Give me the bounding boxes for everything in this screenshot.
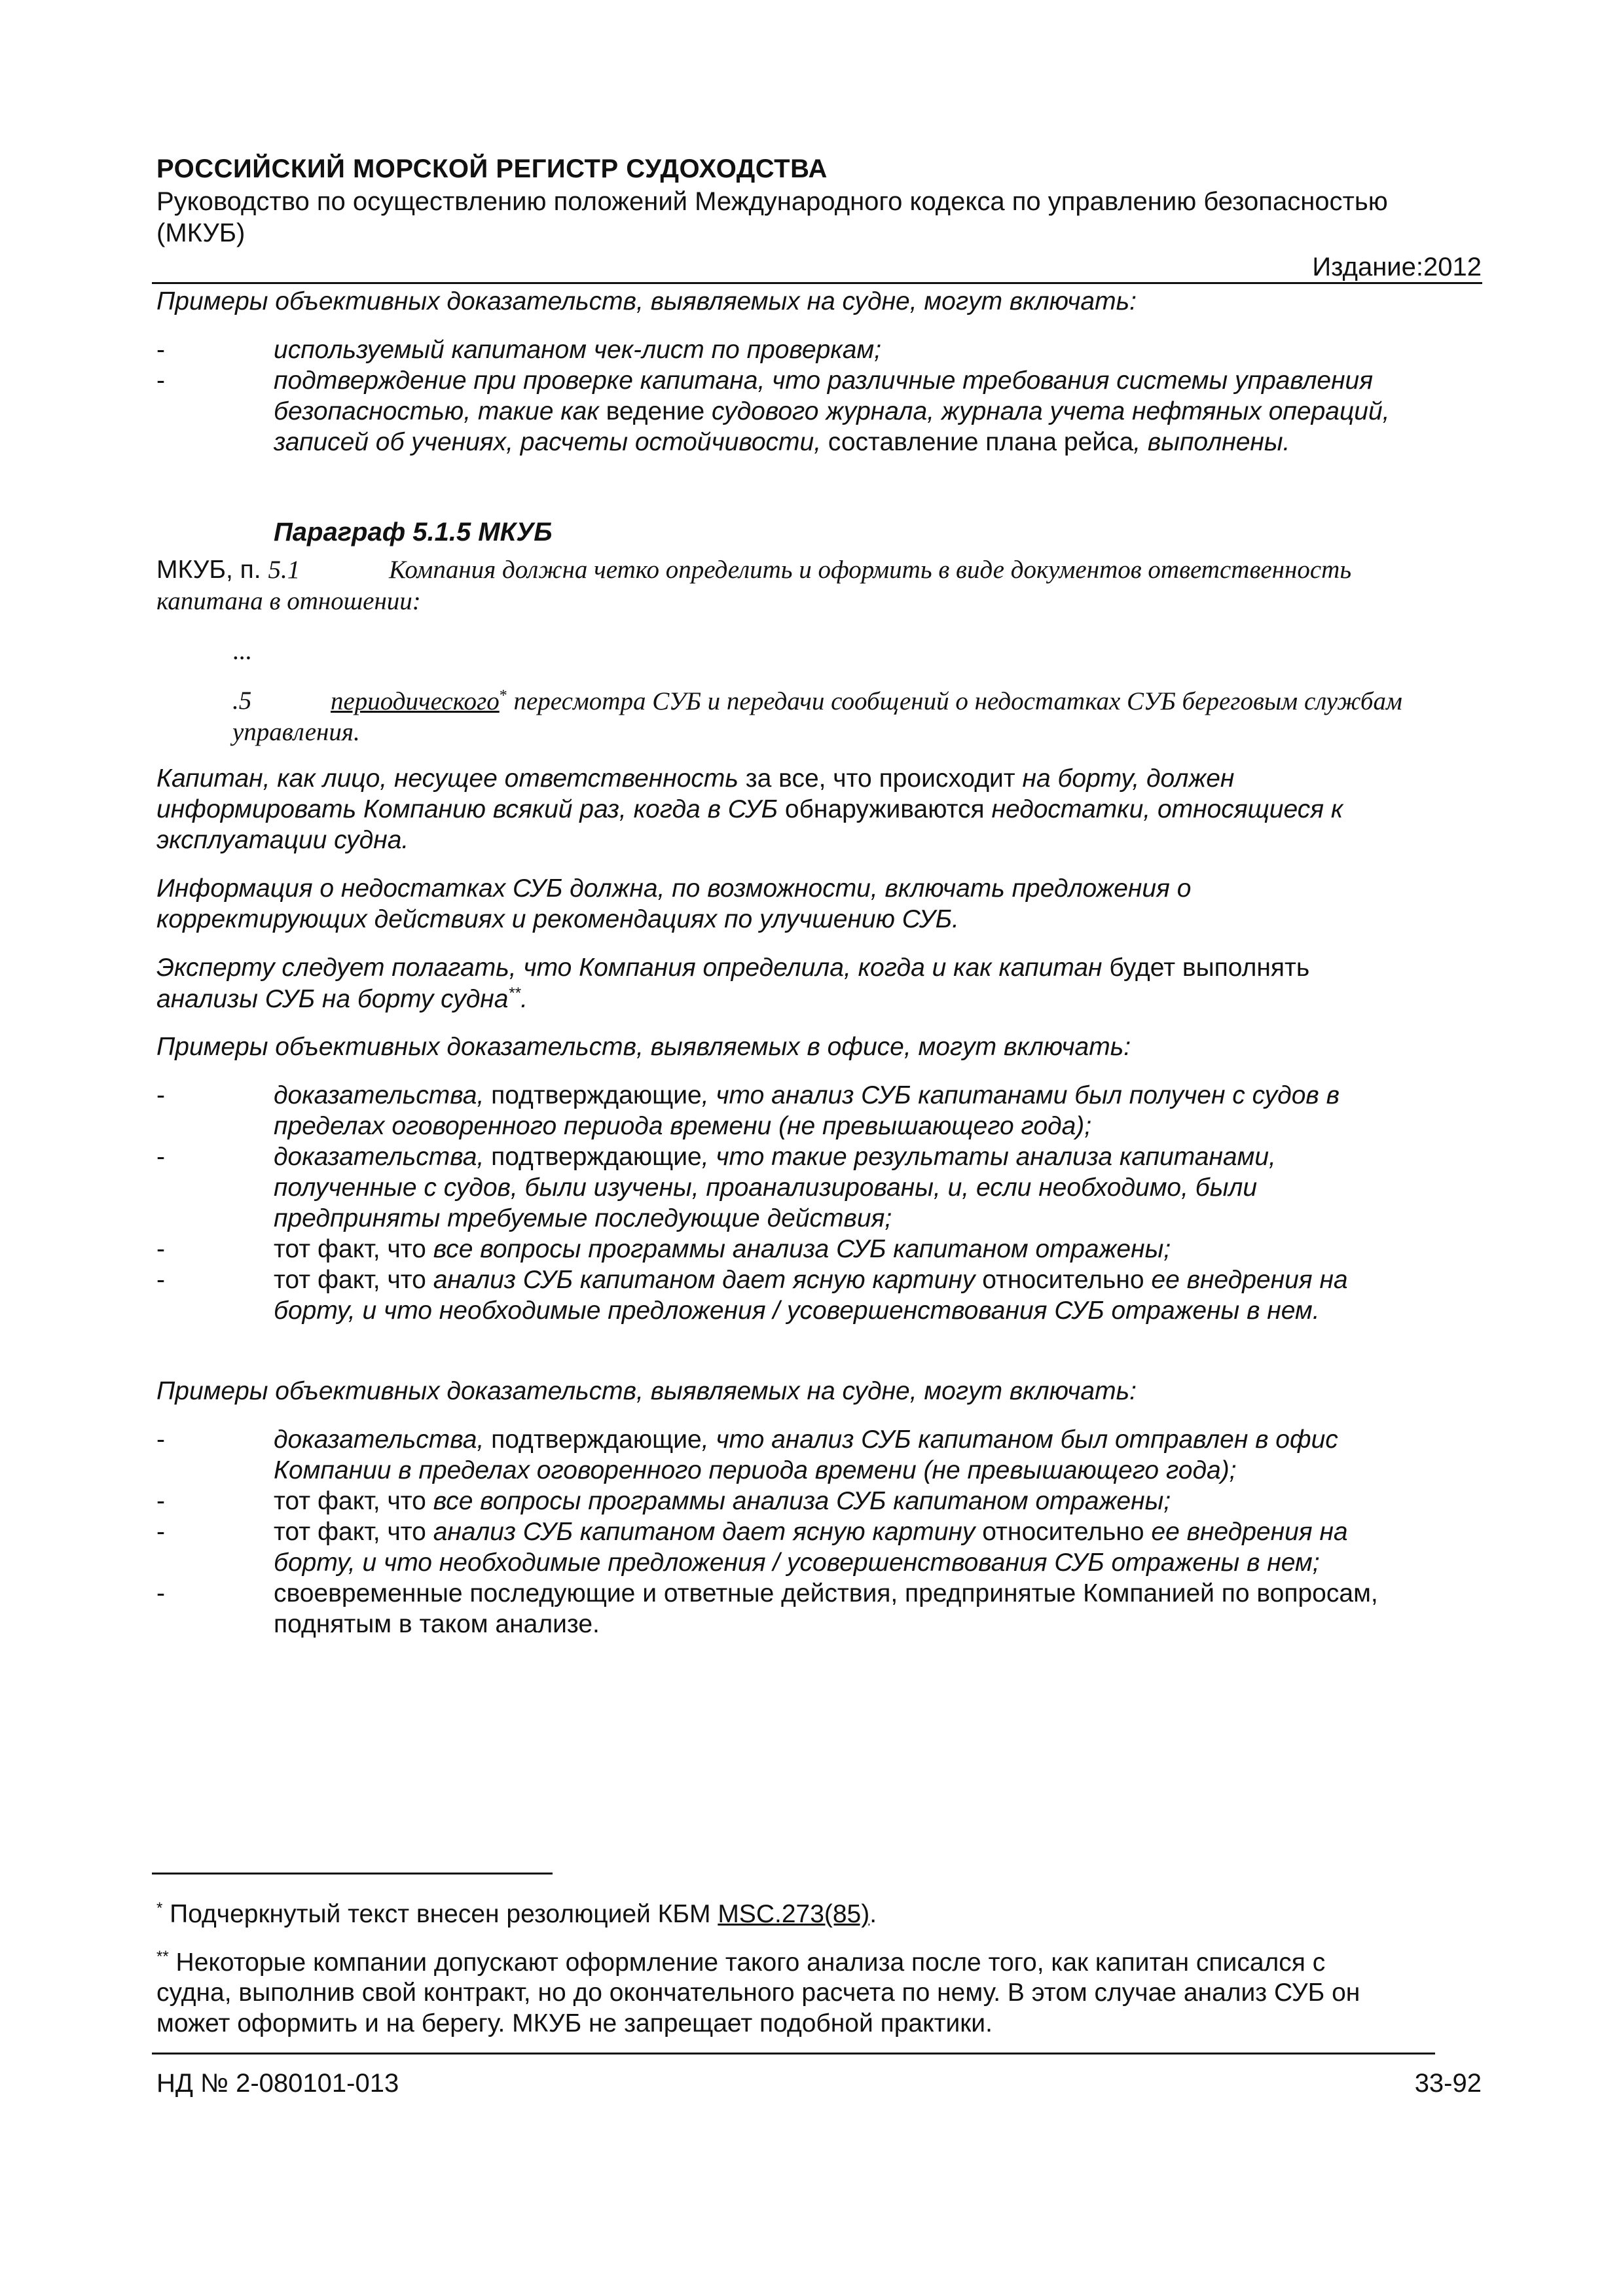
- body-p1-line3: эксплуатации судна.: [156, 826, 409, 854]
- footnote-divider: [152, 1873, 553, 1874]
- section1-item1: используемый капитаном чек-лист по проверкам;: [274, 336, 881, 364]
- text-run: , что анализ СУБ капитаном был отправлен в офис: [701, 1426, 1338, 1454]
- section3-item1-line1: [274, 1427, 1338, 1452]
- reference-number: 5.1: [268, 556, 301, 584]
- footnote-mark: **: [156, 1948, 169, 1965]
- reference-label: МКУБ, п.: [156, 556, 268, 584]
- text-run: записей об учениях, расчеты остойчивости,: [274, 428, 828, 456]
- text-run: ее внедрения на: [1144, 1266, 1348, 1294]
- header-subtitle-cont: (МКУБ): [156, 219, 246, 247]
- text-run: относительно: [982, 1266, 1144, 1294]
- section2-intro: Примеры объективных доказательств, выявляемых в офисе, могут включать:: [156, 1033, 1131, 1061]
- text-run: пересмотра СУБ и передачи сообщений о недостатках СУБ береговым службам: [507, 687, 1402, 715]
- text-run: все вопросы программы анализа СУБ капитаном отражены;: [433, 1235, 1171, 1263]
- text-run: Капитан, как лицо, несущее ответственность: [156, 764, 746, 793]
- body-p2-line1: Информация о недостатках СУБ должна, по возможности, включать предложения о: [156, 874, 1192, 903]
- code-quote-line2: капитана в отношении:: [156, 587, 421, 615]
- list-bullet: -: [156, 1235, 165, 1263]
- text-run: подтверждающие: [491, 1143, 702, 1171]
- list-bullet: -: [156, 336, 165, 364]
- section2-item1-line1: [274, 1083, 1340, 1108]
- footnote-2-line3: может оформить и на берегу. МКУБ не запрещает подобной практики.: [156, 2009, 993, 2037]
- body-p1-line2: [156, 797, 1343, 822]
- list-bullet: -: [156, 1081, 165, 1109]
- text-run: Эксперту следует полагать, что Компания определила, когда и как капитан: [156, 954, 1110, 982]
- footnote-2-line1: [156, 1949, 1325, 1975]
- list-bullet: -: [156, 1426, 165, 1454]
- page-number: 33-92: [1414, 2069, 1482, 2098]
- text-run: судового журнала, журнала учета нефтяных операций,: [704, 397, 1390, 425]
- text-run: составление плана рейса: [828, 428, 1134, 456]
- text-run: тот факт, что: [274, 1487, 433, 1515]
- section2-item2-line1: [274, 1144, 1276, 1170]
- text-run: тот факт, что: [274, 1235, 433, 1263]
- section1-item2-line1: подтверждение при проверке капитана, что различные требования системы управления: [274, 367, 1374, 395]
- section2-item4-line1: [274, 1267, 1348, 1293]
- section3-item2: [274, 1488, 1171, 1514]
- text-run: обнаруживаются: [784, 795, 985, 823]
- text-run: .: [520, 985, 528, 1013]
- text-run: Некоторые компании допускают оформление такого анализа после того, как капитан списался с: [168, 1948, 1326, 1977]
- text-run: , что такие результаты анализа капитанами,: [701, 1143, 1276, 1171]
- text-run: информировать Компанию всякий раз, когда в СУБ: [156, 795, 785, 823]
- section3-item1-line2: Компании в пределах оговоренного периода времени (не превышающего года);: [274, 1456, 1237, 1484]
- list-bullet: -: [156, 1518, 165, 1546]
- body-p3-line1: [156, 955, 1309, 980]
- text-run: безопасностью, такие как: [274, 397, 606, 425]
- text-run: подтверждающие: [491, 1081, 702, 1109]
- code-ellipsis: ...: [232, 637, 252, 665]
- section3-intro: Примеры объективных доказательств, выявляемых на судне, могут включать:: [156, 1377, 1137, 1405]
- text-run: тот факт, что: [274, 1266, 433, 1294]
- text-run: доказательства,: [274, 1426, 492, 1454]
- footnote-ref: *: [499, 687, 507, 704]
- text-run: анализ СУБ капитаном дает ясную картину: [433, 1266, 983, 1294]
- text-run: доказательства,: [274, 1081, 492, 1109]
- header-divider: [152, 282, 1482, 284]
- section2-item2-line2: полученные с судов, были изучены, проанализированы, и, если необходимо, были: [274, 1174, 1258, 1202]
- section3-item4-line1: своевременные последующие и ответные действия, предпринятые Компанией по вопросам,: [274, 1579, 1378, 1607]
- document-number: НД № 2-080101-013: [156, 2069, 399, 2098]
- header-edition: Издание:2012: [1312, 253, 1482, 281]
- header-subtitle: Руководство по осуществлению положений Международного кодекса по управлению безопасностью: [156, 187, 1388, 216]
- text-run: будет выполнять: [1109, 954, 1310, 982]
- section3-item3-line2: борту, и что необходимые предложения / усовершенствования СУБ отражены в нем;: [274, 1549, 1320, 1577]
- section2-item2-line3: предприняты требуемые последующие действия;: [274, 1204, 892, 1232]
- section1-intro: Примеры объективных доказательств, выявляемых на судне, могут включать:: [156, 287, 1137, 315]
- body-p2-line2: корректирующих действиях и рекомендациях по улучшению СУБ.: [156, 905, 959, 933]
- text-run: за все, что происходит: [745, 764, 1015, 793]
- underlined-amendment: периодического: [331, 687, 500, 715]
- code-item-line2: управления.: [232, 718, 360, 746]
- section2-item1-line2: пределах оговоренного периода времени (не превышающего года);: [274, 1112, 1092, 1140]
- text-run: Подчеркнутый текст внесен резолюцией КБМ: [162, 1900, 718, 1928]
- header-title: РОССИЙСКИЙ МОРСКОЙ РЕГИСТР СУДОХОДСТВА: [156, 154, 828, 183]
- section1-item2-line3: [274, 429, 1290, 455]
- body-p1-line1: [156, 766, 1234, 791]
- resolution-link[interactable]: MSC.273(85): [718, 1900, 870, 1928]
- section2-item3: [274, 1236, 1171, 1262]
- code-item-line1: [331, 688, 1402, 714]
- text-run: анализ СУБ капитаном дает ясную картину: [433, 1518, 983, 1546]
- text-run: ведение: [606, 397, 705, 425]
- list-bullet: -: [156, 1487, 165, 1515]
- footnote-1: [156, 1901, 877, 1927]
- footnote-mark: *: [156, 1899, 163, 1917]
- text-run: на борту, должен: [1015, 764, 1235, 793]
- text-run: подтверждающие: [491, 1426, 702, 1454]
- text-run: относительно: [982, 1518, 1144, 1546]
- text-run: , что анализ СУБ капитанами был получен с судов в: [701, 1081, 1340, 1109]
- text-run: анализы СУБ на борту судна: [156, 985, 509, 1013]
- paragraph-heading: Параграф 5.1.5 МКУБ: [274, 518, 553, 547]
- footnote-2-line2: судна, выполнив свой контракт, но до окончательного расчета по нему. В этом случае анализ СУБ он: [156, 1979, 1360, 2007]
- footnote-ref: **: [508, 984, 521, 1002]
- list-bullet: -: [156, 1143, 165, 1171]
- text-run: доказательства,: [274, 1143, 492, 1171]
- list-bullet: -: [156, 1266, 165, 1294]
- text-run: , выполнены.: [1133, 428, 1290, 456]
- text-run: недостатки, относящиеся к: [984, 795, 1343, 823]
- body-p3-line2: [156, 986, 528, 1012]
- list-bullet: -: [156, 367, 165, 395]
- section2-item4-line2: борту, и что необходимые предложения / усовершенствования СУБ отражены в нем.: [274, 1297, 1320, 1325]
- text-run: .: [869, 1900, 877, 1928]
- text-run: тот факт, что: [274, 1518, 433, 1546]
- text-run: ее внедрения на: [1144, 1518, 1348, 1546]
- text-run: все вопросы программы анализа СУБ капитаном отражены;: [433, 1487, 1171, 1515]
- section3-item3-line1: [274, 1519, 1348, 1545]
- code-quote-line1: Компания должна четко определить и оформить в виде документов ответственность: [389, 556, 1352, 584]
- footer-divider: [152, 2053, 1435, 2054]
- list-bullet: -: [156, 1579, 165, 1607]
- code-item-number: .5: [232, 687, 252, 715]
- section3-item4-line2: поднятым в таком анализе.: [274, 1610, 600, 1638]
- code-reference: [156, 557, 300, 583]
- section1-item2-line2: [274, 399, 1389, 424]
